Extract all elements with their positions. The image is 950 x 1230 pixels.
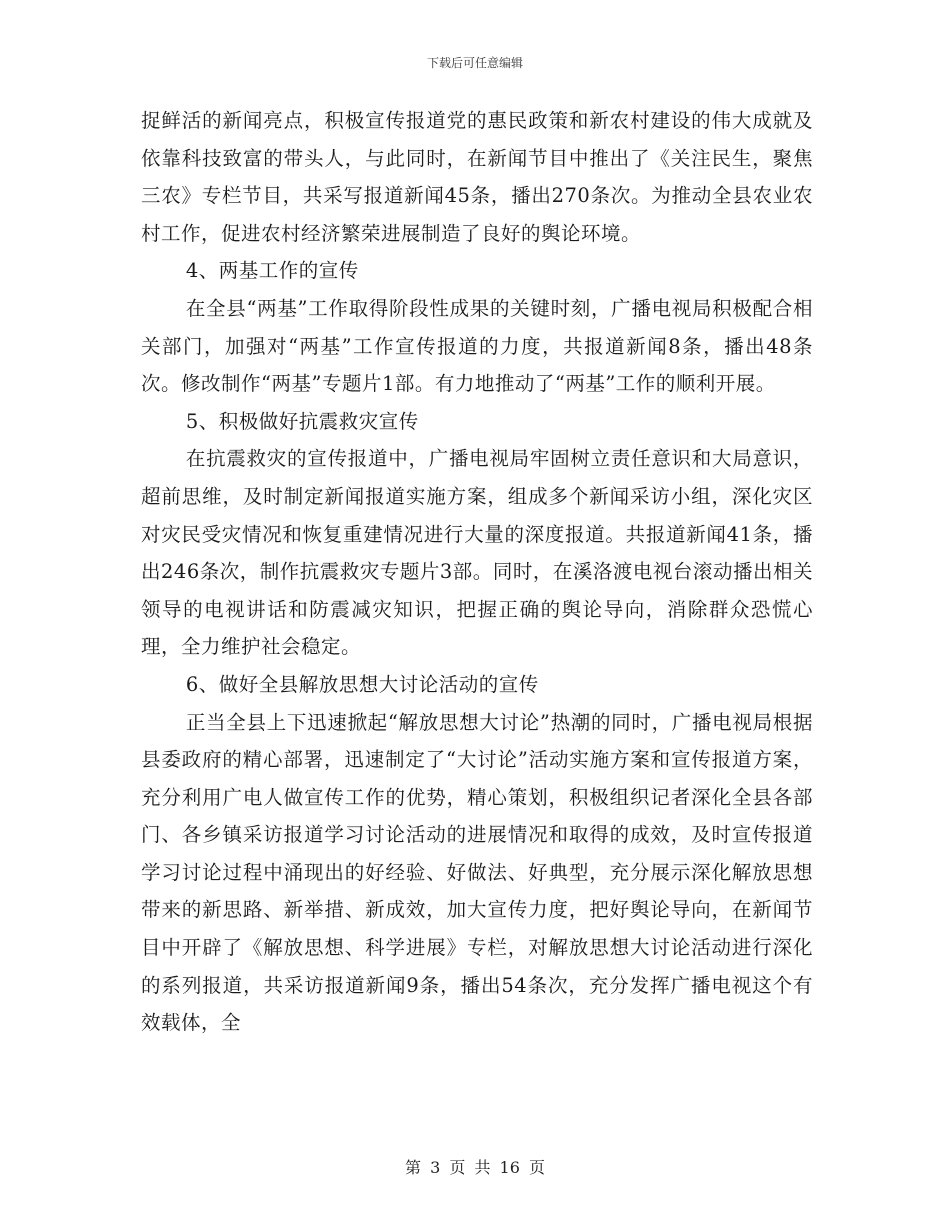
paragraph-continued: 捉鲜活的新闻亮点，积极宣传报道党的惠民政策和新农村建设的伟大成就及依靠科技致富的带头人，与此同时，在新闻节目中推出了《关注民生，聚焦三农》专栏节目，共采写报道新闻45条，播出270条次。为推动全县农业农村工作，促进农村经济繁荣进展制造了良好的舆论环境。 <box>141 109 813 245</box>
paragraph-earthquake-relief: 在抗震救灾的宣传报道中，广播电视局牢固树立责任意识和大局意识，超前思维，及时制定新闻报道实施方案，组成多个新闻采访小组，深化灾区对灾民受灾情况和恢复重建情况进行大量的深度报道。共报道新闻41条，播出246条次，制作抗震救灾专题片3部。同时，在溪洛渡电视台滚动播出相关领导的电视讲话和防震减灾知识，把握正确的舆论导向，消除群众恐慌心理，全力维护社会稳定。 <box>141 447 813 659</box>
section-heading-6: 6、做好全县解放思想大讨论活动的宣传 <box>185 672 539 696</box>
paragraph-emancipation-discussion: 正当全县上下迅速掀起“解放思想大讨论”热潮的同时，广播电视局根据县委政府的精心部署，迅速制定了“大讨论”活动实施方案和宣传报道方案，充分利用广电人做宣传工作的优势，精心策划，积极组织记者深化全县各部门、各乡镇采访报道学习讨论活动的进展情况和取得的成效，及时宣传报道学习讨论过程中涌现出的好经验、好做法、好典型，充分展示深化解放思想带来的新思路、新举措、新成效，加大宣传力度，把好舆论导向，在新闻节目中开辟了《解放思想、科学进展》专栏，对解放思想大讨论活动进行深化的系列报道，共采访报道新闻9条，播出54条次，充分发挥广播电视这个有效载体，全 <box>141 710 813 1035</box>
paragraph-two-basics: 在全县“两基”工作取得阶段性成果的关键时刻，广播电视局积极配合相关部门，加强对“两基”工作宣传报道的力度，共报道新闻8条，播出48条次。修改制作“两基”专题片1部。有力地推动了“两基”工作的顺利开展。 <box>141 296 813 396</box>
section-heading-4: 4、两基工作的宣传 <box>185 259 359 283</box>
section-heading-5: 5、积极做好抗震救灾宣传 <box>185 409 419 433</box>
page-number-footer: 第 3 页 共 16 页 <box>405 1158 545 1177</box>
document-body <box>141 102 813 1042</box>
page-header: 下载后可任意编辑 <box>426 56 523 70</box>
